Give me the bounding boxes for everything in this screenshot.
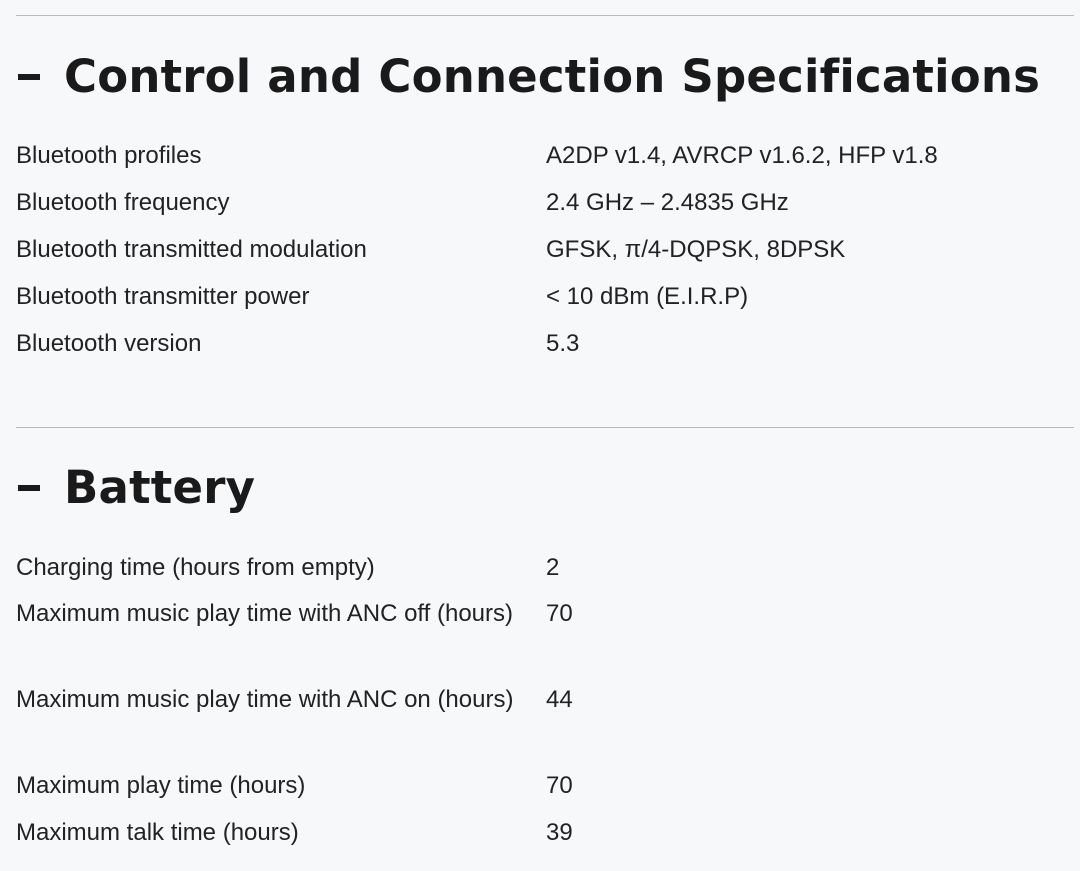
section-divider <box>16 427 1074 428</box>
spec-row <box>16 136 1074 183</box>
spec-value: 70 <box>546 772 573 799</box>
spec-value: < 10 dBm (E.I.R.P) <box>546 283 749 310</box>
spec-row <box>16 766 1074 813</box>
spec-row <box>16 230 1074 277</box>
spec-label: Maximum music play time with ANC on (hours) <box>16 686 514 713</box>
spec-value: 5.3 <box>546 330 580 357</box>
section-header-control-connection[interactable] <box>16 46 1074 106</box>
spec-value: 2.4 GHz – 2.4835 GHz <box>546 189 789 216</box>
spec-row <box>16 548 1074 594</box>
spec-label: Bluetooth transmitter power <box>16 283 310 310</box>
spec-value: 2 <box>546 554 560 581</box>
spec-label: Maximum music play time with ANC off (hours) <box>16 600 514 627</box>
spec-label: Bluetooth transmitted modulation <box>16 236 367 263</box>
spec-row <box>16 813 1074 860</box>
spec-value: GFSK, π/4-DQPSK, 8DPSK <box>546 236 846 263</box>
spec-value: A2DP v1.4, AVRCP v1.6.2, HFP v1.8 <box>546 142 938 169</box>
spec-row <box>16 324 1074 371</box>
section-header-battery[interactable] <box>16 457 1074 517</box>
spec-row <box>16 277 1074 324</box>
section-divider <box>16 15 1074 16</box>
minus-icon[interactable] <box>18 485 40 491</box>
spec-label: Maximum play time (hours) <box>16 772 306 799</box>
minus-icon[interactable] <box>18 74 40 80</box>
spec-value: 39 <box>546 819 573 846</box>
spec-row <box>16 183 1074 230</box>
spec-table-battery <box>16 548 1074 860</box>
spec-label: Charging time (hours from empty) <box>16 554 375 581</box>
spec-label: Bluetooth profiles <box>16 142 202 169</box>
spec-value: 44 <box>546 686 573 713</box>
spec-label: Bluetooth version <box>16 330 202 357</box>
spec-label: Maximum talk time (hours) <box>16 819 299 846</box>
spec-value: 70 <box>546 600 573 627</box>
spec-row <box>16 680 1074 766</box>
spec-row <box>16 594 1074 680</box>
spec-label: Bluetooth frequency <box>16 189 230 216</box>
section-title: Control and Connection Specifications <box>64 49 1041 103</box>
spec-table-control-connection <box>16 136 1074 371</box>
section-title: Battery <box>64 460 256 514</box>
